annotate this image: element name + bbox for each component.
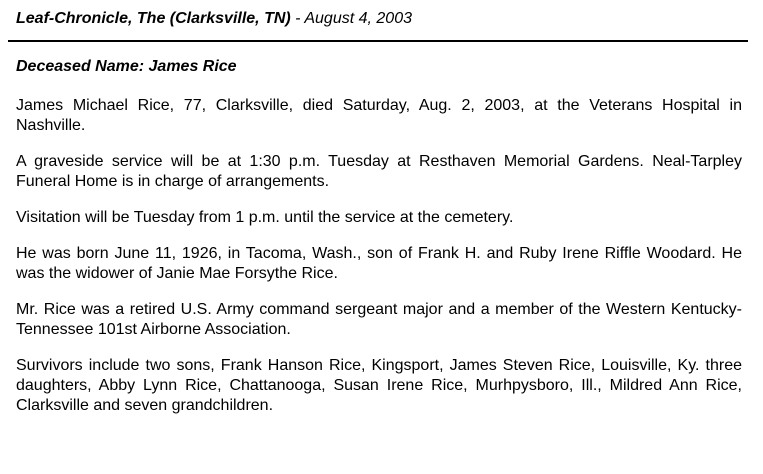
publication-header	[16, 8, 412, 30]
paragraph-death-notice: James Michael Rice, 77, Clarksville, died Saturday, Aug. 2, 2003, at the Veterans Hospital in Nashville.	[16, 97, 742, 134]
header-separator: -	[290, 10, 305, 27]
deceased-name-heading: Deceased Name: James Rice	[16, 58, 237, 75]
newspaper-name: Leaf-Chronicle, The (Clarksville, TN)	[16, 10, 291, 27]
paragraph-birth: He was born June 11, 1926, in Tacoma, Wash., son of Frank H. and Ruby Irene Riffle Woodard. He was the widower of Janie Mae Forsythe Rice.	[16, 245, 742, 282]
paragraph-service: A graveside service will be at 1:30 p.m. Tuesday at Resthaven Memorial Gardens. Neal-Tarpley Funeral Home is in charge of arrangements.	[16, 153, 742, 190]
obituary-body	[16, 96, 742, 432]
paragraph-career: Mr. Rice was a retired U.S. Army command sergeant major and a member of the Western Kentucky-Tennessee 101st Airborne Association.	[16, 301, 742, 338]
paragraph-visitation: Visitation will be Tuesday from 1 p.m. until the service at the cemetery.	[16, 209, 514, 226]
paragraph-survivors: Survivors include two sons, Frank Hanson Rice, Kingsport, James Steven Rice, Louisville, Ky. three daughters, Abby Lynn Rice, Chattanooga, Susan Irene Rice, Murhpysboro, Ill., Mildred Ann Rice, Clarksville and seven grandchildren.	[16, 357, 742, 414]
header-divider	[8, 40, 748, 42]
publication-date: August 4, 2003	[304, 10, 412, 27]
